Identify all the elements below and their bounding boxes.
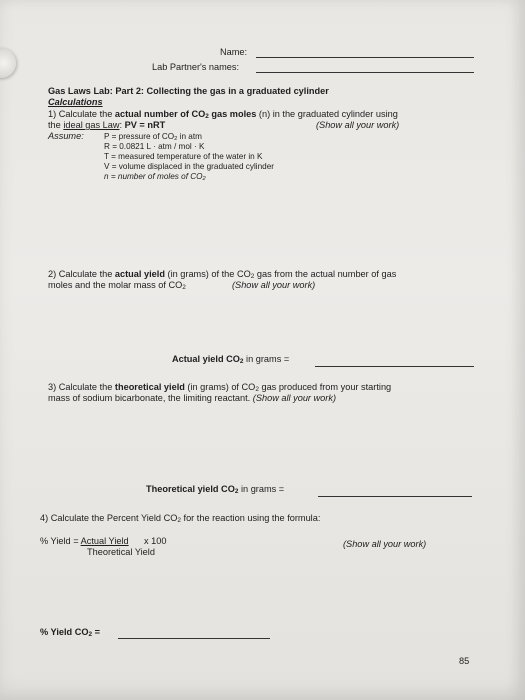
partner-label: Lab Partner's names: [152, 62, 240, 72]
q4-show-work: (Show all your work) [343, 539, 427, 549]
q3-line2: mass of sodium bicarbonate, the limiting reactant. (Show all your work) [48, 393, 337, 403]
q2-line1: 2) Calculate the actual yield (in grams) of the $CO_2$ gas from the actual number of gas [48, 269, 397, 280]
assume-r: R = 0.0821 L · atm / mol · K [104, 142, 205, 151]
percent-yield-field[interactable] [118, 638, 270, 639]
assume-p: P = pressure of $CO_2$ in atm [104, 132, 202, 142]
q2-answer-label: Actual yield $CO_2$ in grams = [172, 354, 290, 365]
name-field[interactable] [256, 57, 474, 58]
pct-yield-denominator: Theoretical Yield [87, 547, 155, 557]
q2-show-work: (Show all your work) [232, 280, 316, 290]
q3-answer-label: Theoretical yield $CO_2$ in grams = [146, 484, 285, 495]
q2-line2: moles and the molar mass of $CO_2$ [48, 280, 186, 291]
binder-hole [0, 48, 16, 78]
q1-line2: the ideal gas Law: PV = nRT [48, 120, 166, 130]
calculations-heading: Calculations [48, 97, 103, 107]
q1-line1: 1) Calculate the actual number of $CO_2$ gas moles (n) in the graduated cylinder using [48, 109, 398, 120]
actual-yield-field[interactable] [315, 366, 474, 367]
q3-line1: 3) Calculate the theoretical yield (in grams) of $CO_2$ gas produced from your starting [48, 382, 392, 393]
q4-answer-label: % Yield $CO_2$ = [40, 627, 101, 638]
assume-v: V = volume displaced in the graduated cylinder [104, 162, 274, 171]
pct-yield-formula: % Yield = Actual Yield x 100 [40, 536, 167, 546]
assume-t: T = measured temperature of the water in K [104, 152, 263, 161]
assume-n: n = number of moles of $CO_2$ [104, 172, 206, 182]
name-label: Name: [220, 47, 248, 57]
theoretical-yield-field[interactable] [318, 496, 472, 497]
ideal-gas-formula: PV = nRT [124, 120, 166, 130]
q1-show-work: (Show all your work) [316, 120, 400, 130]
partner-field[interactable] [256, 72, 474, 73]
lab-title: Gas Laws Lab: Part 2: Collecting the gas in a graduated cylinder [48, 86, 329, 96]
q4-line1: 4) Calculate the Percent Yield $CO_2$ for the reaction using the formula: [40, 513, 321, 524]
assume-label: Assume: [48, 131, 84, 141]
page-number: 85 [459, 656, 470, 666]
